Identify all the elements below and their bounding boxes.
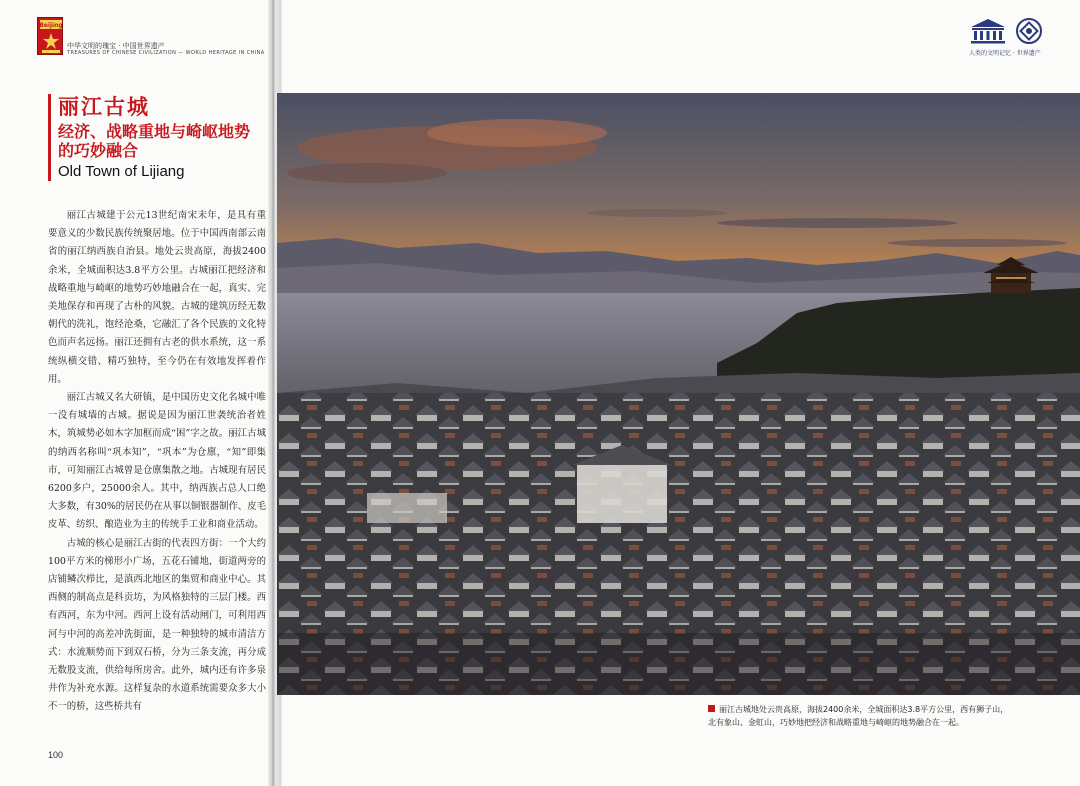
series-title-en: TREASURES OF CHINESE CIVILIZATION — WORLD HERITAGE IN CHINA — [67, 50, 265, 56]
article-subtitle-line2: 的巧妙融合 — [58, 141, 139, 160]
series-title-cn: 中华文明的瑰宝 · 中国世界遗产 — [67, 42, 165, 50]
article-body — [48, 207, 266, 717]
page-number: 100 — [48, 750, 64, 760]
svg-text:Beijing: Beijing — [39, 22, 63, 29]
article-paragraph: 丽江古城建于公元13世纪南宋末年，是具有重要意义的少数民族传统聚居地。位于中国西南部云南省的丽江纳西族自治县。地处云贵高原，海拔2400余米，全城面积达3.8平方公里。古城丽江把经济和战略重地与崎岖的地势巧妙地融合在一起，真实、完美地保存和再现了古朴的风貌。古城的建筑历经无数朝代的洗礼，饱经沧桑，它融汇了各个民族的文化特色而声名远扬。丽江还拥有古老的供水系统，这一系统纵横交错、精巧独特，至今仍在有效地发挥着作用。 — [48, 210, 266, 385]
article-subtitle-line1: 经济、战略重地与崎岖地势 — [58, 122, 251, 141]
article-title-en: Old Town of Lijiang — [58, 163, 185, 180]
caption-marker-icon — [708, 705, 715, 712]
article-paragraph: 丽江古城又名大研镇，是中国历史文化名城中唯一没有城墙的古城。据说是因为丽江世袭统治者姓木，筑城势必如木字加框而成“困”字之故。丽江古城的纳西名称叫“巩本知”，“巩本”为仓廪，“知”即集市，可知丽江古城曾是仓廪集散之地。古城现有居民6200多户，25000余人。其中，纳西族占总人口绝大多数，有30%的居民仍在从事以铜银器制作、皮毛皮革、纺织、酿造业为主的传统手工业和商业活动。 — [48, 392, 266, 531]
article-title-block — [48, 94, 266, 181]
world-heritage-emblem-icon — [1016, 18, 1042, 44]
caption-line-1: 丽江古城地处云贵高原，海拔2400余米，全城面积达3.8平方公里，西有狮子山， — [719, 705, 1009, 714]
series-logo — [37, 17, 63, 55]
article-title-cn: 丽江古城 — [58, 94, 150, 119]
heritage-label: 人类的文明记忆 · 世界遗产 — [969, 50, 1041, 57]
article-paragraph: 古城的核心是丽江古街的代表四方街：一个大约100平方米的梯形小广场，五花石铺地，街道两旁的店铺鳞次栉比，是滇西北地区的集贸和商业中心。其西侧的制高点是科贡坊，为风格独特的三层门楼。西有西河，东为中河。西河上设有活动闸门，可利用西河与中河的高差冲洗街面，是一种独特的城市清洁方式：水流顺势而下到双石桥，分为三条支流，再分成无数股支流，供给每所房舍。此外，城内还有许多泉井作为补充水源。这样复杂的水道系统需要众多大小不一的桥，这些桥共有 — [48, 537, 266, 713]
lijiang-panorama-photo — [277, 93, 1080, 695]
unesco-temple-icon — [969, 18, 1007, 44]
photo-caption — [708, 703, 1048, 729]
caption-line-2: 北有象山、金虹山，巧妙地把经济和战略重地与崎岖的地势融合在一起。 — [708, 718, 964, 727]
